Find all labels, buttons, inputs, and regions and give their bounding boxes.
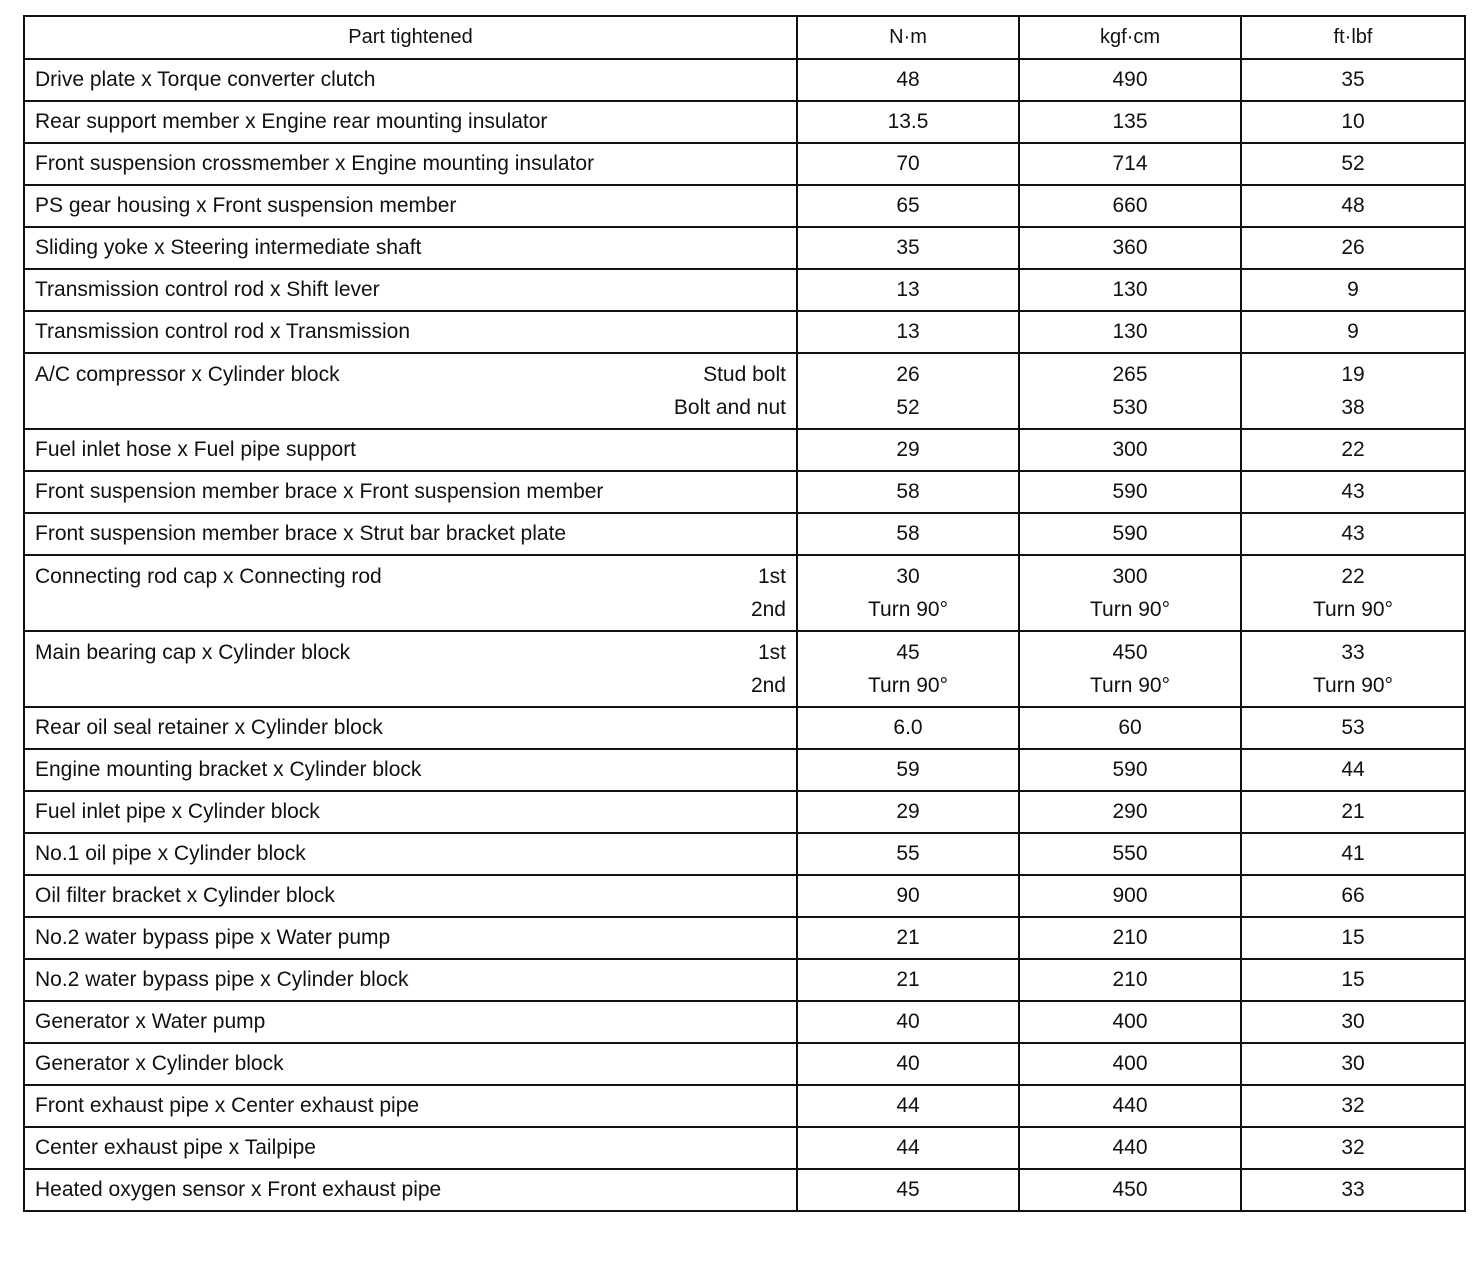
sub-label: 2nd xyxy=(750,597,786,621)
table-row xyxy=(24,429,1465,471)
part-label: Fuel inlet pipe x Cylinder block xyxy=(35,800,320,823)
nm-value: 13 xyxy=(896,278,920,301)
ftlbf-value: 66 xyxy=(1341,884,1365,907)
kgf-value: 290 xyxy=(1112,800,1148,823)
kgf-value: 135 xyxy=(1112,110,1148,133)
table-row xyxy=(24,471,1465,513)
table-row xyxy=(24,1043,1465,1085)
sub-label: 1st xyxy=(757,564,786,588)
kgf-cell xyxy=(1019,353,1241,429)
ftlbf-value: 43 xyxy=(1341,522,1365,545)
ftlbf-value: Turn 90° xyxy=(1313,597,1393,621)
table-row xyxy=(24,917,1465,959)
torque-spec-table xyxy=(23,15,1466,1212)
kgf-value: 590 xyxy=(1112,480,1148,503)
ftlbf-value: 22 xyxy=(1341,564,1365,588)
part-cell xyxy=(24,59,797,101)
part-cell xyxy=(24,101,797,143)
nm-value: 65 xyxy=(896,194,920,217)
kgf-cell xyxy=(1019,1085,1241,1127)
nm-cell xyxy=(797,227,1019,269)
part-label: Oil filter bracket x Cylinder block xyxy=(35,884,335,907)
ftlbf-value: 9 xyxy=(1347,278,1359,301)
header-part-tightened: Part tightened xyxy=(24,16,797,59)
table-body xyxy=(24,59,1465,1211)
nm-value: 6.0 xyxy=(893,716,923,739)
nm-cell xyxy=(797,269,1019,311)
table-row xyxy=(24,749,1465,791)
kgf-value: 210 xyxy=(1112,968,1148,991)
table-row xyxy=(24,555,1465,631)
kgf-cell xyxy=(1019,429,1241,471)
ftlbf-cell xyxy=(1241,1085,1465,1127)
ftlbf-value: 38 xyxy=(1341,395,1365,419)
part-cell xyxy=(24,513,797,555)
kgf-cell xyxy=(1019,59,1241,101)
kgf-cell xyxy=(1019,707,1241,749)
ftlbf-value: 10 xyxy=(1341,110,1365,133)
nm-value: 30 xyxy=(896,564,920,588)
nm-cell xyxy=(797,555,1019,631)
ftlbf-cell xyxy=(1241,959,1465,1001)
table-row xyxy=(24,1085,1465,1127)
kgf-value: 210 xyxy=(1112,926,1148,949)
nm-cell xyxy=(797,1001,1019,1043)
ftlbf-cell xyxy=(1241,555,1465,631)
sub-label: Stud bolt xyxy=(703,362,786,386)
nm-value: 21 xyxy=(896,968,920,991)
kgf-cell xyxy=(1019,1169,1241,1211)
kgf-value: 300 xyxy=(1112,564,1148,588)
ftlbf-value: 30 xyxy=(1341,1052,1365,1075)
kgf-value: 440 xyxy=(1112,1136,1148,1159)
ftlbf-cell xyxy=(1241,471,1465,513)
nm-value: 58 xyxy=(896,480,920,503)
part-label: Connecting rod cap x Connecting rod xyxy=(35,564,382,588)
kgf-value: 590 xyxy=(1112,522,1148,545)
nm-value: 70 xyxy=(896,152,920,175)
ftlbf-value: Turn 90° xyxy=(1313,673,1393,697)
nm-value: 13 xyxy=(896,320,920,343)
kgf-cell xyxy=(1019,749,1241,791)
part-cell xyxy=(24,227,797,269)
part-label: No.1 oil pipe x Cylinder block xyxy=(35,842,306,865)
part-label: Fuel inlet hose x Fuel pipe support xyxy=(35,438,357,461)
table-row xyxy=(24,269,1465,311)
ftlbf-value: 44 xyxy=(1341,758,1365,781)
kgf-value: 450 xyxy=(1112,1178,1148,1201)
part-cell xyxy=(24,555,797,631)
ftlbf-cell xyxy=(1241,749,1465,791)
nm-value: 55 xyxy=(896,842,920,865)
nm-cell xyxy=(797,1043,1019,1085)
kgf-value: 660 xyxy=(1112,194,1148,217)
ftlbf-value: 32 xyxy=(1341,1094,1365,1117)
ftlbf-value: 22 xyxy=(1341,438,1365,461)
nm-cell xyxy=(797,101,1019,143)
table-row xyxy=(24,707,1465,749)
nm-cell xyxy=(797,513,1019,555)
header-row xyxy=(24,16,1465,59)
nm-value: 40 xyxy=(896,1010,920,1033)
nm-value: 45 xyxy=(896,640,920,664)
part-label: Rear oil seal retainer x Cylinder block xyxy=(35,716,383,739)
part-label: Front suspension crossmember x Engine mounting insulator xyxy=(35,152,595,175)
kgf-cell xyxy=(1019,101,1241,143)
table-row xyxy=(24,227,1465,269)
kgf-cell xyxy=(1019,555,1241,631)
part-label: No.2 water bypass pipe x Cylinder block xyxy=(35,968,409,991)
nm-value: 48 xyxy=(896,68,920,91)
part-label: Sliding yoke x Steering intermediate shaft xyxy=(35,236,422,259)
kgf-cell xyxy=(1019,269,1241,311)
ftlbf-cell xyxy=(1241,1043,1465,1085)
part-label: Drive plate x Torque converter clutch xyxy=(35,68,376,91)
ftlbf-cell xyxy=(1241,353,1465,429)
part-cell xyxy=(24,1043,797,1085)
nm-value: 44 xyxy=(896,1136,920,1159)
nm-cell xyxy=(797,631,1019,707)
kgf-value: 265 xyxy=(1112,362,1148,386)
ftlbf-value: 19 xyxy=(1341,362,1365,386)
part-cell xyxy=(24,269,797,311)
part-label: No.2 water bypass pipe x Water pump xyxy=(35,926,391,949)
ftlbf-cell xyxy=(1241,269,1465,311)
part-cell xyxy=(24,791,797,833)
part-label: Generator x Cylinder block xyxy=(35,1052,284,1075)
nm-value: 45 xyxy=(896,1178,920,1201)
nm-value: 52 xyxy=(896,395,920,419)
kgf-value: 714 xyxy=(1112,152,1148,175)
nm-cell xyxy=(797,429,1019,471)
ftlbf-cell xyxy=(1241,227,1465,269)
nm-cell xyxy=(797,875,1019,917)
nm-value: 29 xyxy=(896,800,920,823)
kgf-cell xyxy=(1019,1127,1241,1169)
part-label: Engine mounting bracket x Cylinder block xyxy=(35,758,422,781)
ftlbf-cell xyxy=(1241,429,1465,471)
sub-label: 1st xyxy=(757,640,786,664)
kgf-cell xyxy=(1019,959,1241,1001)
part-cell xyxy=(24,707,797,749)
part-label: Main bearing cap x Cylinder block xyxy=(35,640,351,664)
kgf-cell xyxy=(1019,833,1241,875)
nm-cell xyxy=(797,749,1019,791)
ftlbf-cell xyxy=(1241,1127,1465,1169)
kgf-value: 490 xyxy=(1112,68,1148,91)
nm-value: 90 xyxy=(896,884,920,907)
ftlbf-cell xyxy=(1241,917,1465,959)
kgf-cell xyxy=(1019,311,1241,353)
nm-cell xyxy=(797,1085,1019,1127)
table-row xyxy=(24,101,1465,143)
ftlbf-cell xyxy=(1241,513,1465,555)
ftlbf-value: 30 xyxy=(1341,1010,1365,1033)
ftlbf-cell xyxy=(1241,707,1465,749)
part-cell xyxy=(24,959,797,1001)
part-label: Generator x Water pump xyxy=(35,1010,266,1033)
ftlbf-value: 48 xyxy=(1341,194,1365,217)
ftlbf-value: 15 xyxy=(1341,968,1365,991)
ftlbf-cell xyxy=(1241,311,1465,353)
table-row xyxy=(24,791,1465,833)
table-row xyxy=(24,959,1465,1001)
part-cell xyxy=(24,311,797,353)
kgf-value: 550 xyxy=(1112,842,1148,865)
table-row xyxy=(24,143,1465,185)
header-kgf-cm: kgf·cm xyxy=(1019,16,1241,59)
sub-label: Bolt and nut xyxy=(673,395,786,419)
part-label: Heated oxygen sensor x Front exhaust pipe xyxy=(35,1178,442,1201)
sub-label: 2nd xyxy=(750,673,786,697)
nm-value: 35 xyxy=(896,236,920,259)
kgf-value: 300 xyxy=(1112,438,1148,461)
nm-value: 26 xyxy=(896,362,920,386)
table-row xyxy=(24,311,1465,353)
part-cell xyxy=(24,833,797,875)
ftlbf-cell xyxy=(1241,1169,1465,1211)
table-row xyxy=(24,1001,1465,1043)
kgf-value: 130 xyxy=(1112,278,1148,301)
part-label: Front exhaust pipe x Center exhaust pipe xyxy=(35,1094,420,1117)
ftlbf-cell xyxy=(1241,143,1465,185)
nm-cell xyxy=(797,1169,1019,1211)
part-cell xyxy=(24,631,797,707)
nm-value: 58 xyxy=(896,522,920,545)
kgf-value: Turn 90° xyxy=(1090,673,1170,697)
nm-cell xyxy=(797,959,1019,1001)
kgf-value: 400 xyxy=(1112,1010,1148,1033)
part-cell xyxy=(24,429,797,471)
ftlbf-value: 21 xyxy=(1341,800,1365,823)
table-row xyxy=(24,875,1465,917)
kgf-cell xyxy=(1019,1001,1241,1043)
table-row xyxy=(24,833,1465,875)
ftlbf-value: 33 xyxy=(1341,640,1365,664)
kgf-value: 130 xyxy=(1112,320,1148,343)
kgf-value: 900 xyxy=(1112,884,1148,907)
nm-value: 21 xyxy=(896,926,920,949)
table-row xyxy=(24,1169,1465,1211)
table-row xyxy=(24,1127,1465,1169)
part-cell xyxy=(24,1085,797,1127)
nm-value: 40 xyxy=(896,1052,920,1075)
ftlbf-cell xyxy=(1241,833,1465,875)
ftlbf-value: 53 xyxy=(1341,716,1365,739)
ftlbf-cell xyxy=(1241,631,1465,707)
kgf-cell xyxy=(1019,631,1241,707)
kgf-cell xyxy=(1019,185,1241,227)
nm-cell xyxy=(797,833,1019,875)
ftlbf-value: 26 xyxy=(1341,236,1365,259)
nm-value: Turn 90° xyxy=(868,597,948,621)
nm-cell xyxy=(797,1127,1019,1169)
header-ft-lbf: ft·lbf xyxy=(1241,16,1465,59)
nm-cell xyxy=(797,707,1019,749)
nm-cell xyxy=(797,917,1019,959)
nm-value: 44 xyxy=(896,1094,920,1117)
table-row xyxy=(24,59,1465,101)
ftlbf-value: 43 xyxy=(1341,480,1365,503)
kgf-cell xyxy=(1019,1043,1241,1085)
kgf-value: Turn 90° xyxy=(1090,597,1170,621)
ftlbf-value: 52 xyxy=(1341,152,1365,175)
part-label: Transmission control rod x Shift lever xyxy=(35,278,380,301)
table-row xyxy=(24,513,1465,555)
ftlbf-value: 33 xyxy=(1341,1178,1365,1201)
part-cell xyxy=(24,917,797,959)
part-cell xyxy=(24,185,797,227)
part-cell xyxy=(24,143,797,185)
nm-cell xyxy=(797,143,1019,185)
ftlbf-cell xyxy=(1241,875,1465,917)
kgf-cell xyxy=(1019,227,1241,269)
part-cell xyxy=(24,875,797,917)
kgf-value: 360 xyxy=(1112,236,1148,259)
nm-cell xyxy=(797,471,1019,513)
table-row xyxy=(24,631,1465,707)
nm-cell xyxy=(797,353,1019,429)
kgf-cell xyxy=(1019,471,1241,513)
ftlbf-value: 41 xyxy=(1341,842,1365,865)
part-cell xyxy=(24,471,797,513)
header-nm: N·m xyxy=(797,16,1019,59)
table-row xyxy=(24,185,1465,227)
kgf-cell xyxy=(1019,513,1241,555)
kgf-value: 590 xyxy=(1112,758,1148,781)
kgf-value: 440 xyxy=(1112,1094,1148,1117)
part-label: Transmission control rod x Transmission xyxy=(35,320,411,343)
ftlbf-cell xyxy=(1241,1001,1465,1043)
nm-cell xyxy=(797,791,1019,833)
kgf-value: 530 xyxy=(1112,395,1148,419)
ftlbf-value: 32 xyxy=(1341,1136,1365,1159)
part-cell xyxy=(24,1169,797,1211)
table-row xyxy=(24,353,1465,429)
nm-value: 59 xyxy=(896,758,920,781)
nm-cell xyxy=(797,311,1019,353)
kgf-value: 450 xyxy=(1112,640,1148,664)
ftlbf-value: 35 xyxy=(1341,68,1365,91)
kgf-cell xyxy=(1019,143,1241,185)
nm-value: Turn 90° xyxy=(868,673,948,697)
part-cell xyxy=(24,749,797,791)
part-label: Center exhaust pipe x Tailpipe xyxy=(35,1136,316,1159)
part-label: Front suspension member brace x Front suspension member xyxy=(35,480,604,503)
part-label: A/C compressor x Cylinder block xyxy=(35,362,340,386)
part-cell xyxy=(24,353,797,429)
nm-value: 13.5 xyxy=(887,110,929,133)
ftlbf-cell xyxy=(1241,101,1465,143)
kgf-value: 400 xyxy=(1112,1052,1148,1075)
kgf-cell xyxy=(1019,875,1241,917)
nm-value: 29 xyxy=(896,438,920,461)
ftlbf-cell xyxy=(1241,791,1465,833)
kgf-value: 60 xyxy=(1118,716,1142,739)
nm-cell xyxy=(797,185,1019,227)
ftlbf-cell xyxy=(1241,185,1465,227)
kgf-cell xyxy=(1019,791,1241,833)
kgf-cell xyxy=(1019,917,1241,959)
ftlbf-value: 15 xyxy=(1341,926,1365,949)
ftlbf-cell xyxy=(1241,59,1465,101)
part-cell xyxy=(24,1127,797,1169)
part-label: Rear support member x Engine rear mounting insulator xyxy=(35,110,548,133)
part-label: PS gear housing x Front suspension member xyxy=(35,194,457,217)
part-cell xyxy=(24,1001,797,1043)
nm-cell xyxy=(797,59,1019,101)
ftlbf-value: 9 xyxy=(1347,320,1359,343)
part-label: Front suspension member brace x Strut bar bracket plate xyxy=(35,522,567,545)
